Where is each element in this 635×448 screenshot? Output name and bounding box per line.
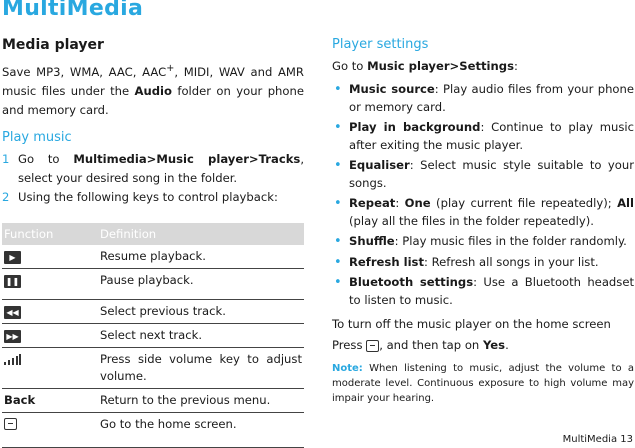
list-item: • Equaliser: Select music style suitable to your songs.	[332, 157, 634, 192]
playback-keys-table	[2, 223, 304, 448]
table-row: ◀◀ Select previous track.	[2, 299, 304, 323]
previous-track-icon: ◀◀	[4, 306, 21, 319]
list-item: • Play in background: Continue to play music after exiting the music player.	[332, 119, 634, 154]
table-row: ▶ Resume playback.	[2, 245, 304, 269]
volume-icon	[4, 354, 21, 365]
list-item: • Shuffle: Play music files in the folder randomly.	[332, 233, 634, 251]
table-header-function: Function	[2, 223, 98, 245]
table-row: ❚❚ Pause playback.	[2, 268, 304, 299]
table-row: Back Return to the previous menu.	[2, 388, 304, 412]
page-title: MultiMedia	[2, 0, 144, 21]
next-track-icon: ▶▶	[4, 330, 21, 343]
pause-icon: ❚❚	[5, 276, 20, 286]
settings-path: Go to Music player>Settings:	[332, 59, 518, 73]
table-row: Press side volume key to adjust volume.	[2, 347, 304, 388]
play-music-heading: Play music	[2, 129, 72, 145]
back-key-label: Back	[2, 388, 98, 412]
media-player-intro: Save MP3, WMA, AAC, AAC+, MIDI, WAV and AMR music files under the Audio folder on your phone and memory card.	[2, 63, 304, 117]
turn-off-instructions: To turn off the music player on the home screen	[332, 317, 611, 331]
page-footer: MultiMedia 13	[562, 434, 633, 445]
table-header-definition: Definition	[98, 223, 304, 245]
home-key-icon	[4, 418, 17, 430]
left-column	[2, 37, 304, 448]
media-player-heading: Media player	[2, 37, 104, 53]
step-item: 1 Go to Multimedia>Music player>Tracks, select your desired song in the folder.	[2, 151, 304, 185]
list-item: • Music source: Play audio files from your phone or memory card.	[332, 81, 634, 116]
turn-off-step: Press , and then tap on Yes.	[332, 338, 509, 352]
list-item: • Repeat: One (play current file repeatedly); All (play all the files in the folder repeatedly).	[332, 195, 634, 230]
list-item: • Bluetooth settings: Use a Bluetooth headset to listen to music.	[332, 274, 634, 309]
right-column	[332, 37, 634, 416]
player-settings-heading: Player settings	[332, 37, 429, 52]
home-key-icon	[366, 340, 379, 352]
play-music-steps	[2, 150, 304, 207]
table-row: ▶▶ Select next track.	[2, 323, 304, 347]
note: Note: When listening to music, adjust the volume to a moderate level. Continuous exposure to high volume may impair your hearing.	[332, 363, 634, 404]
step-item: 2 Using the following keys to control playback:	[2, 189, 278, 204]
play-icon: ▶	[4, 251, 21, 264]
table-row: Go to the home screen.	[2, 412, 304, 447]
list-item: • Refresh list: Refresh all songs in your list.	[332, 254, 634, 272]
settings-list	[332, 81, 634, 309]
